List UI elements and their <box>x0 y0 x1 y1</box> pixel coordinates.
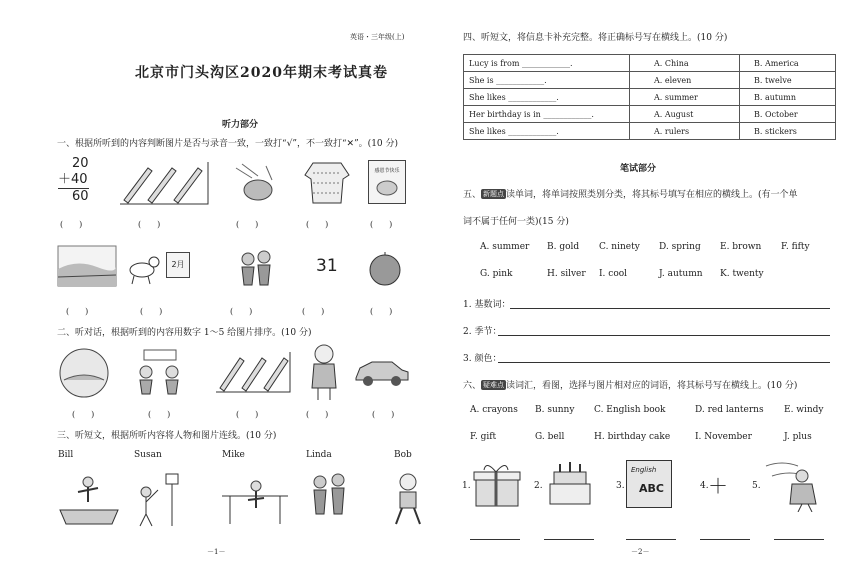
page-number: －2－ <box>631 548 650 556</box>
q5-option: A. summer <box>480 242 530 252</box>
q6-option: D. red lanterns <box>695 405 764 415</box>
q5-option: G. pink <box>480 269 513 279</box>
q5-option: C. ninety <box>599 242 640 252</box>
pic-number: 1. <box>462 481 471 491</box>
english-book-image <box>626 460 672 508</box>
q6-option: G. bell <box>535 432 565 442</box>
table-cell: She likes ____________. <box>464 89 630 106</box>
dog-image <box>124 252 162 286</box>
q6-option: C. English book <box>594 405 666 415</box>
q2-instruction: 二、听对话，根据听到的内容用数字 1～5 给图片排序。(10 分) <box>57 328 312 338</box>
q4-instruction: 四、听短文，将信息卡补充完整。将正确标号写在横线上。(10 分) <box>463 33 728 43</box>
name-mike: Mike <box>222 450 245 460</box>
table-cell: A. August <box>630 106 740 123</box>
q5-text: 读单词，将单词按照类别分类，将其标号填写在相应的横线上。(有一个单 <box>506 190 798 200</box>
table-cell: She likes ____________. <box>464 123 630 140</box>
seasons-label: 2. 季节： <box>463 327 502 337</box>
answer-paren[interactable]: ( ) <box>230 307 253 316</box>
car-image <box>352 356 410 388</box>
q6-option: I. November <box>695 432 752 442</box>
math-line-2: ＋40 <box>58 172 88 187</box>
children-playing-image <box>232 245 280 291</box>
math-sum <box>58 156 89 205</box>
table-cell: A. summer <box>630 89 740 106</box>
exam-title: 北京市门头沟区2020年期末考试真卷 <box>135 65 388 81</box>
written-heading: 笔试部分 <box>620 164 657 174</box>
sweater-image <box>303 157 351 207</box>
table-cell: B. stickers <box>740 123 836 140</box>
answer-blank[interactable] <box>774 539 824 540</box>
colors-label: 3. 颜色： <box>463 354 502 364</box>
answer-paren[interactable]: ( ) <box>66 307 89 316</box>
table-cell: A. rulers <box>630 123 740 140</box>
answer-paren[interactable]: ( ) <box>60 220 83 229</box>
name-susan: Susan <box>134 450 162 460</box>
children-playing-image-2 <box>300 468 356 528</box>
pic-number: 4. <box>700 481 709 491</box>
answer-paren[interactable]: ( ) <box>302 307 325 316</box>
number-31: 31 <box>316 256 338 276</box>
q5-option: B. gold <box>547 242 580 252</box>
q6-option: F. gift <box>470 432 497 442</box>
table-cell: B. October <box>740 106 836 123</box>
q5-option: D. spring <box>659 242 701 252</box>
thanksgiving-card-image <box>368 160 406 204</box>
table-cell: Her birthday is in ____________. <box>464 106 630 123</box>
q5-option: E. brown <box>720 242 762 252</box>
answer-paren[interactable]: ( ) <box>236 410 259 419</box>
answer-paren[interactable]: ( ) <box>306 220 329 229</box>
colors-blank[interactable] <box>498 362 830 363</box>
seasons-blank[interactable] <box>498 335 830 336</box>
q5-option: K. twenty <box>720 269 764 279</box>
new-point-tag: 新题点 <box>483 190 505 198</box>
crayons-image <box>118 160 210 206</box>
answer-paren[interactable]: ( ) <box>140 307 163 316</box>
table-cell: A. eleven <box>630 72 740 89</box>
q1-instruction: 一、根据所听到的内容判断图片是否与录音一致，一致打“√”，不一致打“✕”。(10 分) <box>57 139 399 149</box>
table-cell: A. China <box>630 55 740 72</box>
answer-paren[interactable]: ( ) <box>370 220 393 229</box>
table-cell: B. twelve <box>740 72 836 89</box>
table-row <box>464 55 836 72</box>
plus-sign-image: ＋ <box>708 474 728 498</box>
q6-option: B. sunny <box>535 405 575 415</box>
globe-scene-image <box>58 346 110 400</box>
table-cell: B. autumn <box>740 89 836 106</box>
boy-running-image <box>390 470 426 526</box>
table-row <box>464 123 836 140</box>
difficult-point-tag: 疑难点 <box>483 381 505 389</box>
table-cell: B. America <box>740 55 836 72</box>
book-title: English <box>631 466 657 474</box>
q5-instruction-2: 词不属于任何一类)(15 分) <box>463 217 569 227</box>
answer-paren[interactable]: ( ) <box>236 220 259 229</box>
answer-paren[interactable]: ( ) <box>138 220 161 229</box>
answer-paren[interactable]: ( ) <box>370 307 393 316</box>
q5-prefix: 五、 <box>463 190 482 200</box>
card-label: 感恩节快乐 <box>374 168 400 174</box>
gift-box-image <box>470 458 524 510</box>
ball-image <box>366 249 404 289</box>
answer-paren[interactable]: ( ) <box>372 410 395 419</box>
name-linda: Linda <box>306 450 332 460</box>
page-right <box>430 0 860 565</box>
girl-image <box>308 342 340 402</box>
answer-blank[interactable] <box>626 539 676 540</box>
swimming-image <box>58 470 120 526</box>
landscape-image <box>57 245 117 287</box>
page-number: －1－ <box>207 548 226 556</box>
pic-number: 3. <box>616 481 625 491</box>
windy-girl-image <box>762 456 832 512</box>
q5-instruction <box>463 187 798 200</box>
listening-heading: 听力部分 <box>222 120 259 130</box>
q6-option: J. plus <box>784 432 812 442</box>
math-line-3: 60 <box>72 189 89 204</box>
answer-blank[interactable] <box>544 539 594 540</box>
q3-instruction: 三、听短文，根据所听内容将人物和图片连线。(10 分) <box>57 431 277 441</box>
q6-option: E. windy <box>784 405 824 415</box>
answer-paren[interactable]: ( ) <box>72 410 95 419</box>
answer-paren[interactable]: ( ) <box>148 410 171 419</box>
q6-instruction <box>463 378 797 391</box>
rain-scene-image <box>232 160 280 206</box>
cardinal-numbers-blank[interactable] <box>510 308 830 309</box>
answer-blank[interactable] <box>700 539 750 540</box>
header-tag: 英语・三年级(上) <box>350 33 405 41</box>
birthday-cake-image <box>544 458 596 508</box>
q5-option: H. silver <box>547 269 586 279</box>
math-line-1: 20 <box>72 156 89 171</box>
pic-number: 5. <box>752 481 761 491</box>
table-cell: She is ____________. <box>464 72 630 89</box>
q5-option: I. cool <box>599 269 628 279</box>
q6-option: A. crayons <box>470 405 518 415</box>
table-cell: Lucy is from ____________. <box>464 55 630 72</box>
basketball-image <box>132 470 182 528</box>
q5-option: J. autumn <box>659 269 703 279</box>
answer-blank[interactable] <box>470 539 520 540</box>
cardinal-numbers-label: 1. 基数词： <box>463 300 511 310</box>
name-bob: Bob <box>394 450 412 460</box>
table-row <box>464 89 836 106</box>
book-abc: ABC <box>639 482 664 495</box>
q6-text: 读词汇，看图，选择与图片相对应的词语，将其标号写在横线上。(10 分) <box>506 381 798 391</box>
q5-option: F. fifty <box>781 242 810 252</box>
table-row <box>464 72 836 89</box>
crayons-image-2 <box>214 350 292 394</box>
name-bill: Bill <box>58 450 74 460</box>
pic-number: 2. <box>534 481 543 491</box>
calendar-image: 2月 <box>166 252 190 278</box>
answer-paren[interactable]: ( ) <box>306 410 329 419</box>
hurdle-image <box>220 476 290 526</box>
q6-option: H. birthday cake <box>594 432 671 442</box>
info-card-table <box>463 54 836 140</box>
children-greeting-image <box>130 346 190 396</box>
table-row <box>464 106 836 123</box>
q6-prefix: 六、 <box>463 381 482 391</box>
